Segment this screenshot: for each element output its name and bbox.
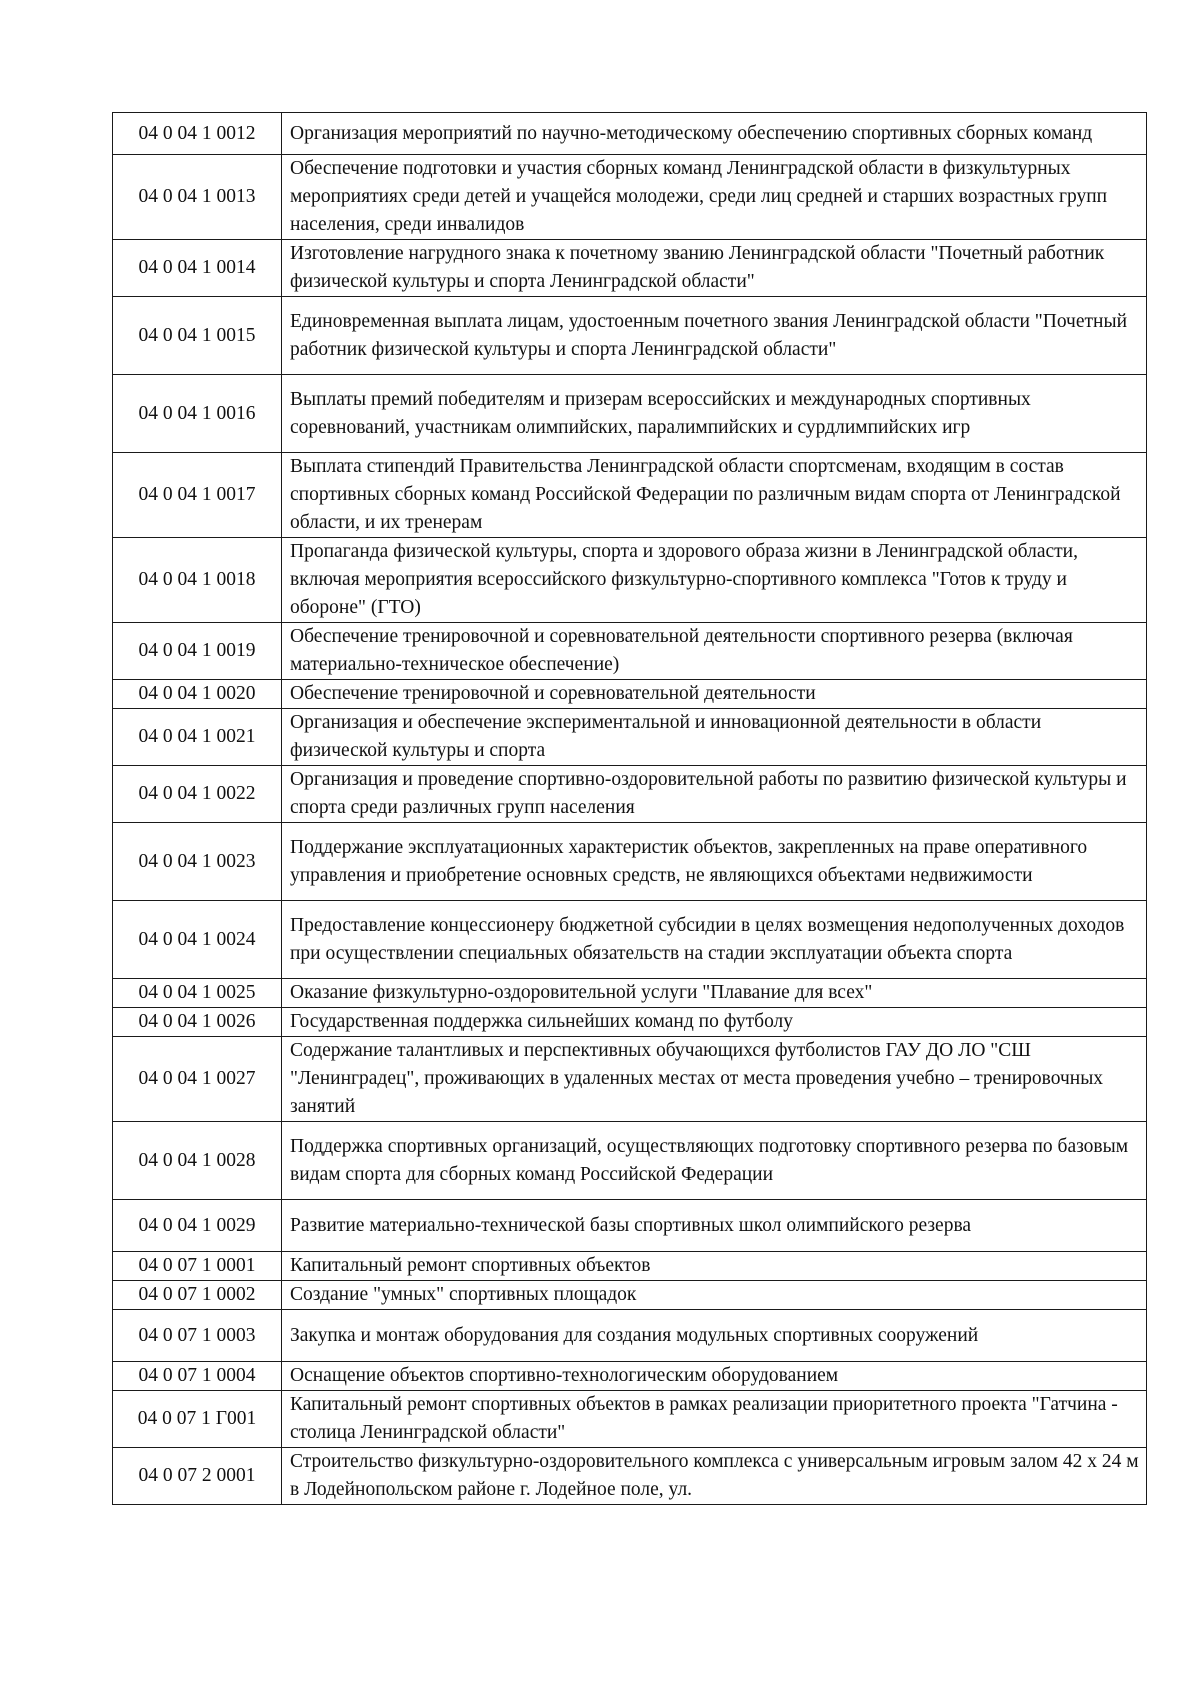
description-cell: Оказание физкультурно-оздоровительной услуги "Плавание для всех" <box>282 979 1147 1008</box>
table-row <box>113 297 1147 375</box>
description-cell: Организация и проведение спортивно-оздоровительной работы по развитию физической культуры и спорта среди различных групп населения <box>282 766 1147 823</box>
budget-code-cell: 04 0 04 1 0025 <box>113 979 282 1008</box>
budget-code-cell: 04 0 04 1 0027 <box>113 1037 282 1122</box>
description-cell: Содержание талантливых и перспективных обучающихся футболистов ГАУ ДО ЛО "СШ "Ленинградец", проживающих в удаленных местах от места проведения учебно – тренировочных занятий <box>282 1037 1147 1122</box>
description-cell: Обеспечение тренировочной и соревновательной деятельности спортивного резерва (включая материально-техническое обеспечение) <box>282 623 1147 680</box>
table-row <box>113 623 1147 680</box>
table-row <box>113 240 1147 297</box>
table-row <box>113 1252 1147 1281</box>
description-cell: Изготовление нагрудного знака к почетному званию Ленинградской области "Почетный работник физической культуры и спорта Ленинградской области" <box>282 240 1147 297</box>
table-row <box>113 453 1147 538</box>
budget-code-cell: 04 0 04 1 0014 <box>113 240 282 297</box>
budget-code-cell: 04 0 04 1 0023 <box>113 823 282 901</box>
budget-code-cell: 04 0 04 1 0013 <box>113 155 282 240</box>
table-row <box>113 979 1147 1008</box>
budget-code-cell: 04 0 04 1 0016 <box>113 375 282 453</box>
budget-code-cell: 04 0 07 1 Г001 <box>113 1391 282 1448</box>
description-cell: Оснащение объектов спортивно-технологическим оборудованием <box>282 1362 1147 1391</box>
description-cell: Обеспечение подготовки и участия сборных команд Ленинградской области в физкультурных мероприятиях среди детей и учащейся молодежи, среди лиц средней и старших возрастных групп населения, среди инвалидов <box>282 155 1147 240</box>
description-cell: Единовременная выплата лицам, удостоенным почетного звания Ленинградской области "Почетный работник физической культуры и спорта Ленинградской области" <box>282 297 1147 375</box>
budget-code-cell: 04 0 04 1 0018 <box>113 538 282 623</box>
description-cell: Предоставление концессионеру бюджетной субсидии в целях возмещения недополученных доходов при осуществлении специальных обязательств на стадии эксплуатации объекта спорта <box>282 901 1147 979</box>
description-cell: Развитие материально-технической базы спортивных школ олимпийского резерва <box>282 1200 1147 1252</box>
table-row <box>113 1122 1147 1200</box>
table-row <box>113 1281 1147 1310</box>
description-cell: Капитальный ремонт спортивных объектов <box>282 1252 1147 1281</box>
description-cell: Обеспечение тренировочной и соревновательной деятельности <box>282 680 1147 709</box>
table-row <box>113 680 1147 709</box>
table-row <box>113 1448 1147 1505</box>
table-row <box>113 1362 1147 1391</box>
budget-code-cell: 04 0 04 1 0017 <box>113 453 282 538</box>
description-cell: Организация мероприятий по научно-методическому обеспечению спортивных сборных команд <box>282 113 1147 155</box>
budget-code-cell: 04 0 07 2 0001 <box>113 1448 282 1505</box>
table-row <box>113 1391 1147 1448</box>
budget-code-cell: 04 0 07 1 0002 <box>113 1281 282 1310</box>
description-cell: Организация и обеспечение экспериментальной и инновационной деятельности в области физической культуры и спорта <box>282 709 1147 766</box>
description-cell: Создание "умных" спортивных площадок <box>282 1281 1147 1310</box>
description-cell: Строительство физкультурно-оздоровительного комплекса с универсальным игровым залом 42 х 24 м в Лодейнопольском районе г. Лодейное поле, ул. <box>282 1448 1147 1505</box>
description-cell: Закупка и монтаж оборудования для создания модульных спортивных сооружений <box>282 1310 1147 1362</box>
table-row <box>113 1200 1147 1252</box>
table-row <box>113 155 1147 240</box>
description-cell: Выплаты премий победителям и призерам всероссийских и международных спортивных соревнований, участникам олимпийских, паралимпийских и сурдлимпийских игр <box>282 375 1147 453</box>
table-row <box>113 1310 1147 1362</box>
budget-code-cell: 04 0 04 1 0012 <box>113 113 282 155</box>
budget-code-table <box>112 112 1147 1505</box>
table-row <box>113 709 1147 766</box>
description-cell: Государственная поддержка сильнейших команд по футболу <box>282 1008 1147 1037</box>
table-body <box>113 113 1147 1505</box>
table-row <box>113 823 1147 901</box>
table-row <box>113 375 1147 453</box>
budget-code-cell: 04 0 07 1 0003 <box>113 1310 282 1362</box>
budget-code-cell: 04 0 04 1 0020 <box>113 680 282 709</box>
table-row <box>113 1008 1147 1037</box>
budget-code-cell: 04 0 07 1 0004 <box>113 1362 282 1391</box>
budget-code-cell: 04 0 04 1 0026 <box>113 1008 282 1037</box>
table-row <box>113 901 1147 979</box>
table-row <box>113 766 1147 823</box>
budget-code-cell: 04 0 07 1 0001 <box>113 1252 282 1281</box>
description-cell: Поддержка спортивных организаций, осуществляющих подготовку спортивного резерва по базовым видам спорта для сборных команд Российской Федерации <box>282 1122 1147 1200</box>
budget-code-cell: 04 0 04 1 0021 <box>113 709 282 766</box>
budget-code-cell: 04 0 04 1 0015 <box>113 297 282 375</box>
description-cell: Поддержание эксплуатационных характеристик объектов, закрепленных на праве оперативного управления и приобретение основных средств, не являющихся объектами недвижимости <box>282 823 1147 901</box>
table-row <box>113 113 1147 155</box>
budget-code-cell: 04 0 04 1 0029 <box>113 1200 282 1252</box>
description-cell: Пропаганда физической культуры, спорта и здорового образа жизни в Ленинградской области, включая мероприятия всероссийского физкультурно-спортивного комплекса "Готов к труду и обороне" (ГТО) <box>282 538 1147 623</box>
table-row <box>113 1037 1147 1122</box>
table-row <box>113 538 1147 623</box>
budget-code-cell: 04 0 04 1 0022 <box>113 766 282 823</box>
description-cell: Капитальный ремонт спортивных объектов в рамках реализации приоритетного проекта "Гатчина - столица Ленинградской области" <box>282 1391 1147 1448</box>
budget-code-cell: 04 0 04 1 0019 <box>113 623 282 680</box>
budget-code-cell: 04 0 04 1 0028 <box>113 1122 282 1200</box>
description-cell: Выплата стипендий Правительства Ленинградской области спортсменам, входящим в состав спортивных сборных команд Российской Федерации по различным видам спорта от Ленинградской области, и их тренерам <box>282 453 1147 538</box>
budget-code-cell: 04 0 04 1 0024 <box>113 901 282 979</box>
